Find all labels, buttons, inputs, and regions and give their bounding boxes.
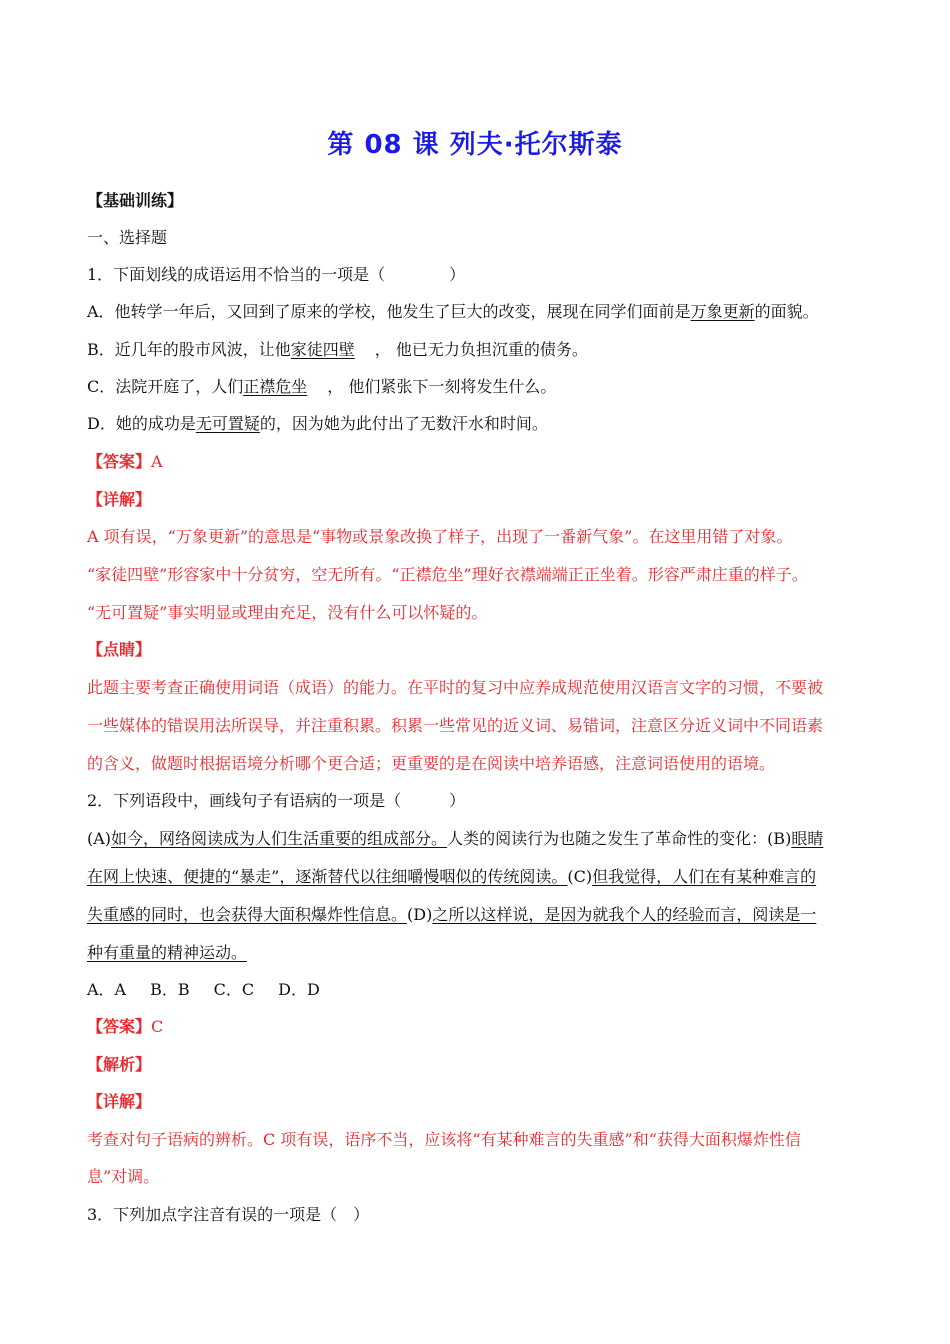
question-1-detail-line: “无可置疑”事实明显或理由充足，没有什么可以怀疑的。: [87, 603, 488, 622]
option-a-text: A．他转学一年后，又回到了原来的学校，他发生了巨大的改变，展现在同学们面前是: [87, 302, 691, 321]
answer-value: A: [151, 452, 163, 471]
question-1-detail-label: 【详解】: [87, 490, 152, 509]
question-2-detail-line: 息”对调。: [87, 1167, 160, 1186]
option-b: B．B: [150, 980, 190, 999]
question-1-point-line: 此题主要考查正确使用词语（成语）的能力。在平时的复习中应养成规范使用汉语言文字的习惯，不要被: [87, 678, 824, 697]
question-2-passage-line: [87, 866, 867, 888]
question-1-point-label: 【点睛】: [87, 640, 152, 659]
option-a-text-end: 的面貌。: [754, 302, 819, 321]
question-1-point-line: 一些媒体的错误用法所误导，并注重积累。积累一些常见的近义词、易错词，注意区分近义词中不同语素: [87, 716, 824, 735]
underlined-sentence: 在网上快速、便捷的“暴走”，逐渐替代以往细嚼慢咽似的传统阅读。: [87, 867, 568, 886]
underlined-sentence: 种有重量的精神运动。: [87, 943, 248, 962]
answer-label: 【答案】: [87, 1017, 152, 1036]
option-a-idiom: 万象更新: [690, 302, 755, 321]
part-heading: 一、选择题: [87, 228, 168, 247]
underlined-sentence: 眼睛: [791, 829, 824, 848]
question-1-option-c: [87, 376, 867, 398]
question-2-passage-line: [87, 904, 867, 926]
question-1-stem: 1．下面划线的成语运用不恰当的一项是（ ）: [87, 265, 466, 284]
question-1-detail-line: A 项有误，“万象更新”的意思是“事物或景象改换了样子，出现了一番新气象”。在这里用错了对象。: [87, 527, 793, 546]
question-1-option-b: [87, 339, 867, 361]
option-c: C．C: [213, 980, 255, 999]
question-1-detail-line: “家徒四壁”形容家中十分贫穷，空无所有。“正襟危坐”理好衣襟端端正正坐着。形容严肃庄重的样子。: [87, 565, 808, 584]
question-2-detail-label: 【详解】: [87, 1092, 152, 1111]
question-2-detail-line: 考查对句子语病的辨析。C 项有误，语序不当，应该将“有某种难言的失重感”和“获得大面积爆炸性信: [87, 1130, 801, 1149]
option-c-idiom: 正襟危坐: [243, 377, 308, 396]
option-d-idiom: 无可置疑: [195, 414, 260, 433]
question-1-point-line: 的含义，做题时根据语境分析哪个更合适；更重要的是在阅读中培养语感，注意词语使用的语境。: [87, 754, 776, 773]
question-2-stem: 2．下列语段中，画线句子有语病的一项是（ ）: [87, 791, 466, 810]
question-2-passage-line: [87, 828, 867, 850]
option-d-text: D．她的成功是: [87, 414, 196, 433]
question-2-answer: [87, 1016, 867, 1038]
question-1-answer: [87, 451, 867, 473]
answer-label: 【答案】: [87, 452, 152, 471]
sentence-marker: (C): [567, 867, 593, 886]
answer-value: C: [151, 1017, 164, 1036]
question-1-option-a: [87, 301, 867, 323]
sentence-marker: (A): [87, 829, 112, 848]
option-b-idiom: 家徒四壁: [290, 340, 355, 359]
question-2-passage-line: [87, 942, 867, 964]
question-2-options: [87, 979, 867, 1001]
underlined-sentence: 失重感的同时，也会获得大面积爆炸性信息。: [87, 905, 408, 924]
option-d: D．D: [278, 980, 320, 999]
option-c-text: C．法院开庭了，人们: [87, 377, 244, 396]
option-a: A．A: [87, 980, 127, 999]
underlined-sentence: 之所以这样说，是因为就我个人的经验而言，阅读是一: [432, 905, 817, 924]
passage-text: 人类的阅读行为也随之发生了革命性的变化：(B): [447, 829, 792, 848]
option-d-text-end: 的，因为她为此付出了无数汗水和时间。: [259, 414, 548, 433]
question-1-option-d: [87, 413, 867, 435]
sentence-marker: (D): [407, 905, 433, 924]
question-3-stem: 3．下列加点字注音有误的一项是（ ）: [87, 1205, 370, 1224]
option-b-text: B．近几年的股市风波，让他: [87, 340, 291, 359]
option-b-text-end: ， 他已无力负担沉重的债务。: [374, 340, 588, 359]
underlined-sentence: 如今，网络阅读成为人们生活重要的组成部分。: [111, 829, 448, 848]
option-c-text-end: ， 他们紧张下一刻将发生什么。: [327, 377, 557, 396]
underlined-sentence: 但我觉得，人们在有某种难言的: [592, 867, 817, 886]
section-heading: 【基础训练】: [87, 191, 184, 210]
page-title: 第 08 课 列夫·托尔斯泰: [327, 130, 623, 160]
question-2-analysis-label: 【解析】: [87, 1055, 152, 1074]
